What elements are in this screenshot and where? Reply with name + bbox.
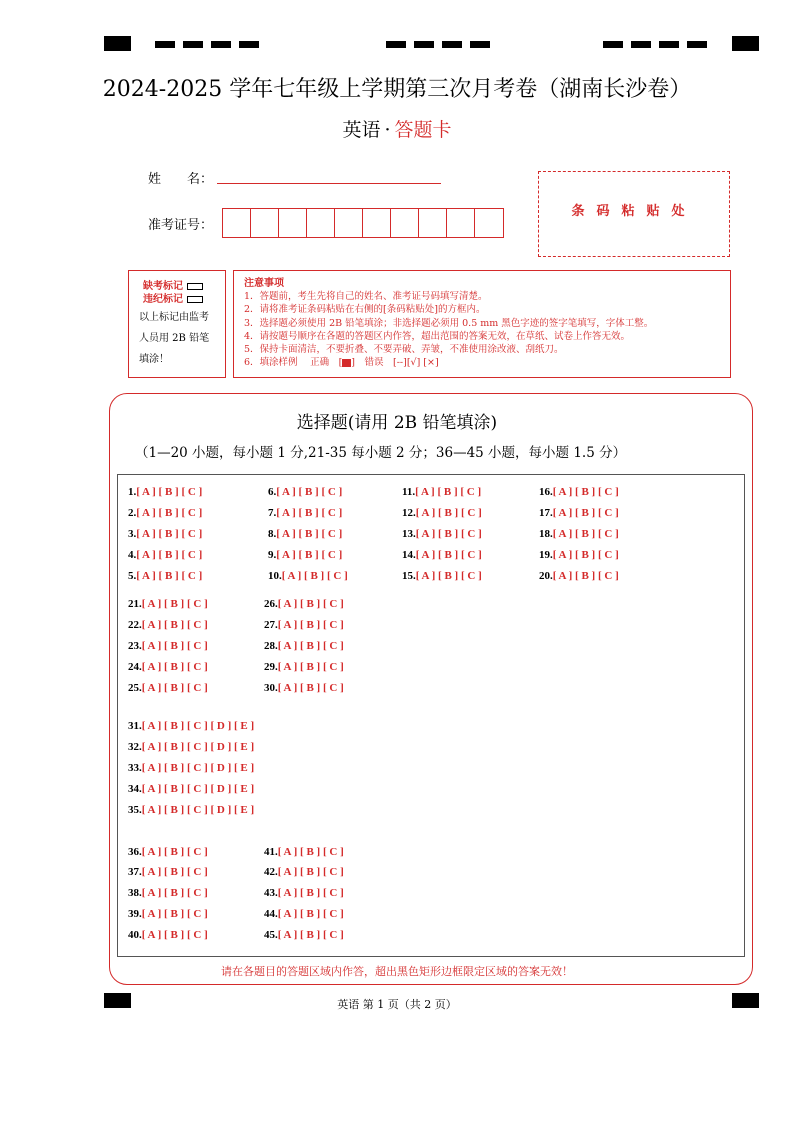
timing-mark — [631, 41, 651, 48]
answer-options[interactable]: [ A ] [ B ] [ C ] — [415, 528, 482, 540]
question-row — [128, 762, 254, 774]
answer-options[interactable]: [ A ] [ B ] [ C ] — [277, 598, 344, 610]
question-row — [128, 619, 208, 631]
id-digit-box[interactable] — [391, 209, 419, 237]
answer-options[interactable]: [ A ] [ B ] [ C ] — [141, 887, 208, 899]
timing-mark — [104, 36, 131, 51]
question-row — [264, 661, 344, 673]
timing-mark — [211, 41, 231, 48]
answer-options[interactable]: [ A ] [ B ] [ C ] — [415, 549, 482, 561]
answer-options[interactable]: [ A ] [ B ] [ C ] [ D ] [ E ] — [141, 720, 255, 732]
question-row — [128, 486, 202, 498]
question-row — [264, 908, 344, 920]
answer-options[interactable]: [ A ] [ B ] [ C ] — [552, 570, 619, 582]
question-row — [128, 598, 208, 610]
answer-warning: 请在各题目的答题区域内作答，超出黑色矩形边框限定区域的答案无效！ — [221, 965, 573, 978]
filled-sample-mark — [342, 359, 351, 367]
question-number: 24. — [128, 661, 142, 673]
sample-prefix: 6．填涂样例 正确 [ — [244, 357, 343, 369]
question-row — [128, 661, 208, 673]
answer-options[interactable]: [ A ] [ B ] [ C ] — [136, 570, 203, 582]
question-number: 23. — [128, 640, 142, 652]
question-row — [264, 640, 344, 652]
notice-item: 5．保持卡面清洁，不要折叠、不要弄破、弄皱，不准使用涂改液、刮纸刀。 — [244, 344, 564, 356]
question-number: 4. — [128, 549, 137, 561]
timing-mark — [386, 41, 406, 48]
answer-options[interactable]: [ A ] [ B ] [ C ] — [136, 486, 203, 498]
question-number: 6. — [268, 486, 277, 498]
answer-options[interactable]: [ A ] [ B ] [ C ] — [277, 682, 344, 694]
sample-wrong: ] 错误 [--][√] [×] — [351, 357, 439, 369]
question-row — [264, 887, 344, 899]
answer-options[interactable]: [ A ] [ B ] [ C ] — [141, 866, 208, 878]
question-row — [268, 549, 342, 561]
answer-options[interactable]: [ A ] [ B ] [ C ] — [277, 661, 344, 673]
question-row — [128, 640, 208, 652]
answer-options[interactable]: [ A ] [ B ] [ C ] — [415, 507, 482, 519]
question-row — [128, 866, 208, 878]
question-number: 13. — [402, 528, 416, 540]
notice-title: 注意事项 — [244, 278, 284, 289]
name-field[interactable] — [217, 183, 441, 184]
barcode-label: 条码粘贴处 — [571, 204, 697, 219]
answer-options[interactable]: [ A ] [ B ] [ C ] — [276, 507, 343, 519]
question-row — [128, 741, 254, 753]
answer-options[interactable]: [ A ] [ B ] [ C ] — [141, 846, 208, 858]
question-number: 22. — [128, 619, 142, 631]
markbox-note — [139, 307, 209, 370]
answer-options[interactable]: [ A ] [ B ] [ C ] — [277, 846, 344, 858]
answer-options[interactable]: [ A ] [ B ] [ C ] — [277, 619, 344, 631]
absent-checkbox[interactable] — [187, 283, 203, 290]
question-number: 3. — [128, 528, 137, 540]
question-number: 39. — [128, 908, 142, 920]
answer-options[interactable]: [ A ] [ B ] [ C ] — [141, 682, 208, 694]
candidate-id-boxes[interactable] — [222, 208, 504, 238]
answer-options[interactable]: [ A ] [ B ] [ C ] — [277, 887, 344, 899]
question-row — [128, 908, 208, 920]
question-number: 38. — [128, 887, 142, 899]
timing-mark — [687, 41, 707, 48]
question-number: 34. — [128, 783, 142, 795]
answer-options[interactable]: [ A ] [ B ] [ C ] — [552, 549, 619, 561]
question-number: 19. — [539, 549, 553, 561]
answer-options[interactable]: [ A ] [ B ] [ C ] — [281, 570, 348, 582]
subject-label: 英语 — [342, 119, 381, 141]
question-number: 20. — [539, 570, 553, 582]
answer-options[interactable]: [ A ] [ B ] [ C ] — [277, 866, 344, 878]
answer-options[interactable]: [ A ] [ B ] [ C ] [ D ] [ E ] — [141, 804, 255, 816]
timing-mark — [414, 41, 434, 48]
answer-options[interactable]: [ A ] [ B ] [ C ] — [141, 640, 208, 652]
question-row — [128, 570, 202, 582]
question-number: 7. — [268, 507, 277, 519]
timing-mark — [239, 41, 259, 48]
question-number: 33. — [128, 762, 142, 774]
question-row — [128, 507, 202, 519]
question-number: 45. — [264, 929, 278, 941]
question-row — [128, 682, 208, 694]
question-row — [128, 887, 208, 899]
markbox-note-line: 人员用 2B 铅笔 — [139, 333, 210, 344]
question-row — [264, 619, 344, 631]
absent-label: 缺考标记 — [143, 281, 183, 292]
violation-mark — [143, 290, 203, 305]
question-number: 32. — [128, 741, 142, 753]
card-label: 答题卡 — [394, 119, 452, 141]
question-row — [128, 528, 202, 540]
question-number: 42. — [264, 866, 278, 878]
question-row — [264, 846, 344, 858]
candidate-id-label: 准考证号： — [148, 218, 214, 233]
answer-options[interactable]: [ A ] [ B ] [ C ] — [276, 549, 343, 561]
question-row — [539, 570, 619, 582]
id-digit-box[interactable] — [251, 209, 279, 237]
question-number: 31. — [128, 720, 142, 732]
barcode-area — [538, 171, 730, 257]
question-number: 2. — [128, 507, 137, 519]
proctor-mark-box — [128, 270, 226, 378]
question-number: 10. — [268, 570, 282, 582]
notice-item-sample — [244, 356, 720, 369]
question-row — [128, 929, 208, 941]
answer-options[interactable]: [ A ] [ B ] [ C ] — [277, 640, 344, 652]
question-row — [128, 549, 202, 561]
question-number: 25. — [128, 682, 142, 694]
answer-options[interactable]: [ A ] [ B ] [ C ] — [415, 486, 482, 498]
answer-options[interactable]: [ A ] [ B ] [ C ] — [552, 528, 619, 540]
timing-mark — [603, 41, 623, 48]
question-row — [264, 929, 344, 941]
question-number: 30. — [264, 682, 278, 694]
question-row — [402, 549, 482, 561]
notice-item: 2．请将准考证条码粘贴在右侧的[条码粘贴处]的方框内。 — [244, 304, 486, 316]
answer-options[interactable]: [ A ] [ B ] [ C ] — [552, 486, 619, 498]
question-row — [402, 570, 482, 582]
question-number: 41. — [264, 846, 278, 858]
notice-item: 3．选择题必须使用 2B 铅笔填涂；非选择题必须用 0.5 mm 黑色字迹的签字笔填写，字体工整。 — [244, 317, 654, 329]
page-number: 英语 第 1 页（共 2 页） — [337, 998, 457, 1011]
answer-options[interactable]: [ A ] [ B ] [ C ] [ D ] [ E ] — [141, 783, 255, 795]
question-row — [539, 528, 619, 540]
question-row — [268, 486, 342, 498]
card-subtitle — [0, 115, 794, 142]
notice-box — [233, 270, 731, 378]
timing-mark — [659, 41, 679, 48]
question-number: 15. — [402, 570, 416, 582]
question-number: 36. — [128, 846, 142, 858]
question-number: 27. — [264, 619, 278, 631]
id-digit-box[interactable] — [279, 209, 307, 237]
id-digit-box[interactable] — [419, 209, 447, 237]
answer-options[interactable]: [ A ] [ B ] [ C ] — [552, 507, 619, 519]
answer-options[interactable]: [ A ] [ B ] [ C ] — [136, 549, 203, 561]
question-number: 5. — [128, 570, 137, 582]
question-number: 21. — [128, 598, 142, 610]
timing-mark — [183, 41, 203, 48]
section-subtitle: （1—20 小题，每小题 1 分,21-35 每小题 2 分；36—45 小题，每小题 1.5 分） — [135, 445, 627, 461]
answer-options[interactable]: [ A ] [ B ] [ C ] — [277, 908, 344, 920]
id-digit-box[interactable] — [475, 209, 503, 237]
notice-item: 4．请按题号顺序在各题的答题区内作答，超出范围的答案无效，在草纸、试卷上作答无效。 — [244, 330, 631, 342]
question-number: 35. — [128, 804, 142, 816]
question-row — [128, 720, 254, 732]
answer-options[interactable]: [ A ] [ B ] [ C ] — [276, 486, 343, 498]
page-title: 2024-2025 学年七年级上学期第三次月考卷（湖南长沙卷） — [102, 77, 692, 102]
question-number: 29. — [264, 661, 278, 673]
section-title: 选择题(请用 2B 铅笔填涂) — [296, 413, 498, 433]
question-row — [539, 549, 619, 561]
timing-mark — [155, 41, 175, 48]
question-number: 12. — [402, 507, 416, 519]
answer-options[interactable]: [ A ] [ B ] [ C ] — [277, 929, 344, 941]
id-digit-box[interactable] — [335, 209, 363, 237]
answer-options[interactable]: [ A ] [ B ] [ C ] [ D ] [ E ] — [141, 741, 255, 753]
question-row — [402, 528, 482, 540]
question-row — [264, 598, 344, 610]
answer-options[interactable]: [ A ] [ B ] [ C ] — [136, 528, 203, 540]
question-number: 17. — [539, 507, 553, 519]
question-number: 18. — [539, 528, 553, 540]
question-row — [539, 507, 619, 519]
question-row — [128, 804, 254, 816]
markbox-note-line: 以上标记由监考 — [139, 312, 209, 323]
answer-options[interactable]: [ A ] [ B ] [ C ] — [276, 528, 343, 540]
id-digit-box[interactable] — [223, 209, 251, 237]
question-number: 16. — [539, 486, 553, 498]
question-row — [264, 682, 344, 694]
violation-checkbox[interactable] — [187, 296, 203, 303]
name-label: 姓 名： — [148, 172, 214, 187]
id-digit-box[interactable] — [363, 209, 391, 237]
markbox-note-line: 填涂！ — [139, 354, 169, 365]
question-row — [128, 783, 254, 795]
timing-mark — [732, 36, 759, 51]
separator-dot: · — [384, 119, 391, 141]
answer-options[interactable]: [ A ] [ B ] [ C ] — [141, 908, 208, 920]
question-number: 43. — [264, 887, 278, 899]
id-digit-box[interactable] — [447, 209, 475, 237]
question-number: 9. — [268, 549, 277, 561]
timing-mark — [442, 41, 462, 48]
id-digit-box[interactable] — [307, 209, 335, 237]
question-number: 40. — [128, 929, 142, 941]
answer-options[interactable]: [ A ] [ B ] [ C ] [ D ] [ E ] — [141, 762, 255, 774]
answer-options[interactable]: [ A ] [ B ] [ C ] — [141, 598, 208, 610]
question-row — [128, 846, 208, 858]
answer-options[interactable]: [ A ] [ B ] [ C ] — [136, 507, 203, 519]
question-number: 11. — [402, 486, 416, 498]
question-number: 37. — [128, 866, 142, 878]
question-number: 1. — [128, 486, 137, 498]
question-number: 26. — [264, 598, 278, 610]
question-row — [402, 507, 482, 519]
violation-label: 违纪标记 — [143, 294, 183, 305]
question-number: 44. — [264, 908, 278, 920]
notice-item: 1．答题前，考生先将自己的姓名、准考证号码填写清楚。 — [244, 291, 488, 303]
question-number: 14. — [402, 549, 416, 561]
question-row — [268, 570, 348, 582]
answer-options[interactable]: [ A ] [ B ] [ C ] — [141, 619, 208, 631]
question-row — [268, 528, 342, 540]
question-row — [402, 486, 481, 498]
question-number: 28. — [264, 640, 278, 652]
question-number: 8. — [268, 528, 277, 540]
timing-mark — [470, 41, 490, 48]
answer-options[interactable]: [ A ] [ B ] [ C ] — [141, 661, 208, 673]
answer-options[interactable]: [ A ] [ B ] [ C ] — [141, 929, 208, 941]
question-row — [268, 507, 342, 519]
question-row — [264, 866, 344, 878]
question-row — [539, 486, 619, 498]
answer-area — [117, 474, 745, 957]
answer-options[interactable]: [ A ] [ B ] [ C ] — [415, 570, 482, 582]
